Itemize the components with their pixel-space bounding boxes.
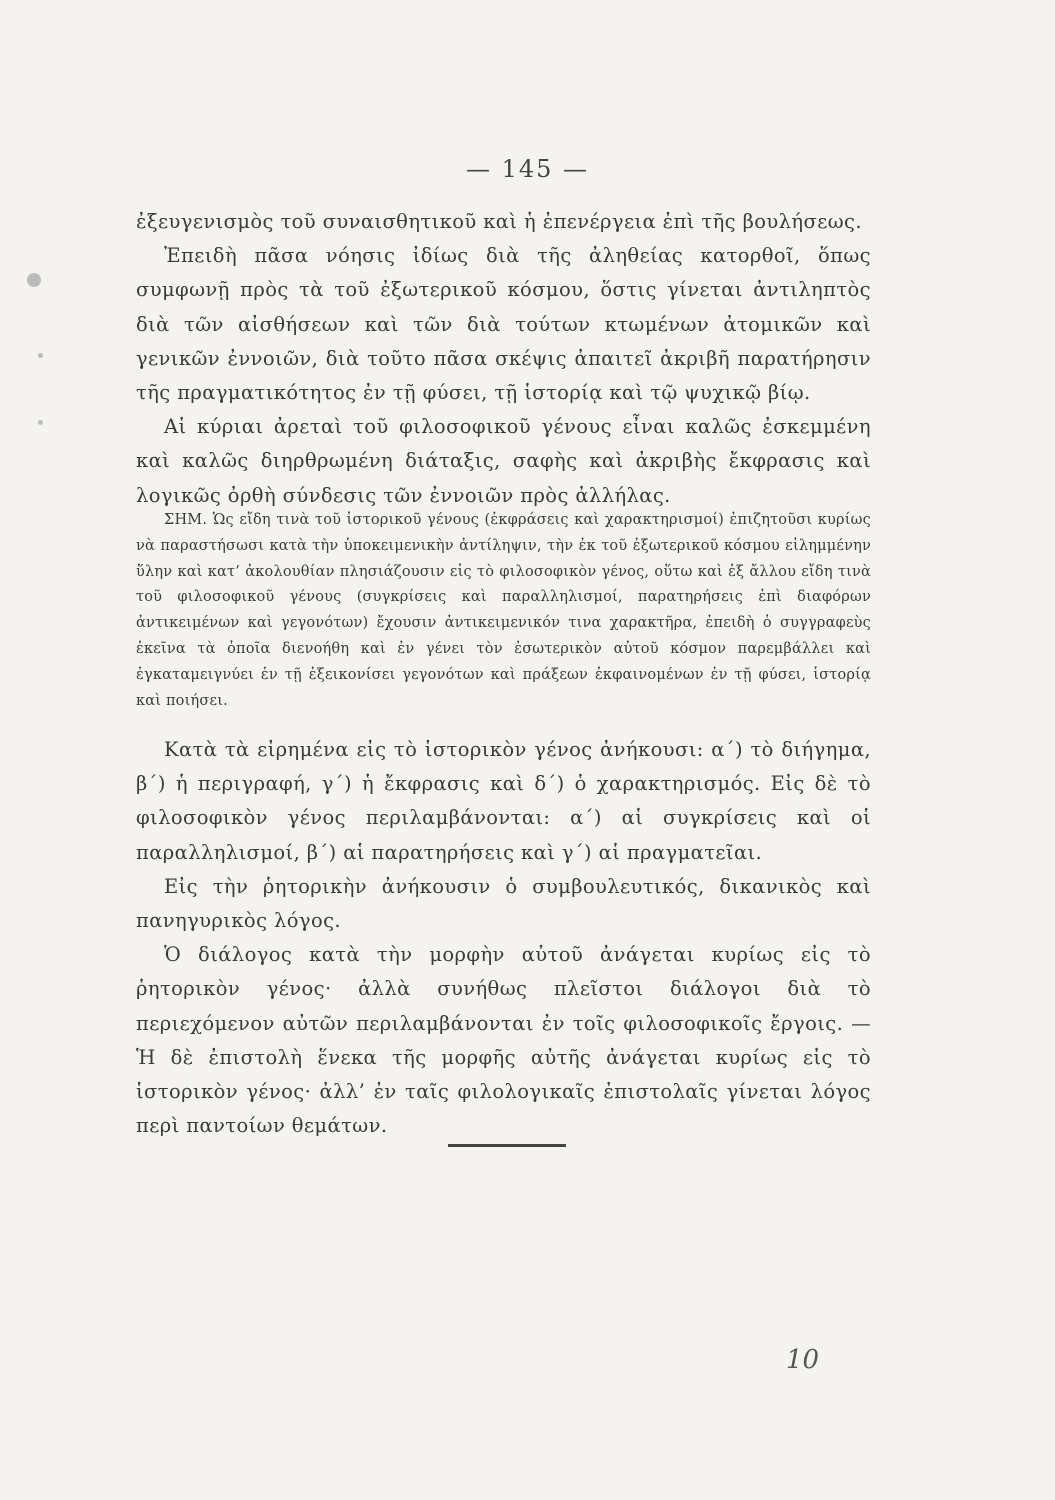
paragraph-5: Εἰς τὴν ῥητορικὴν ἀνήκουσιν ὁ συμβουλευτικός, δικανικὸς καὶ πανηγυρικὸς λόγος.	[136, 874, 871, 933]
page-number-header: — 145 —	[465, 155, 590, 183]
margin-spot-1	[27, 273, 41, 287]
note-label: ΣΗΜ.	[164, 512, 208, 528]
section-divider	[448, 1144, 566, 1147]
note-paragraph	[136, 508, 871, 714]
paragraph-3: Αἱ κύριαι ἀρεταὶ τοῦ φιλοσοφικοῦ γένους εἶναι καλῶς ἐσκεμμένη καὶ καλῶς διηρθρωμένη διάταξις, σαφὴς καὶ ἀκριβὴς ἔκφρασις καὶ λογικῶς ὀρθὴ σύνδεσις τῶν ἐννοιῶν πρὸς ἀλλήλας.	[136, 415, 871, 507]
margin-spot-3	[38, 420, 43, 425]
note-section	[136, 508, 871, 714]
main-text-section-1	[136, 205, 871, 513]
paragraph-2: Ἐπειδὴ πᾶσα νόησις ἰδίως διὰ τῆς ἀληθείας κατορθοῖ, ὅπως συμφωνῇ πρὸς τὰ τοῦ ἐξωτερικοῦ κόσμου, ὅστις γίνεται ἀντιληπτὸς διὰ τῶν αἰσθήσεων καὶ τῶν διὰ τούτων κτωμένων ἀτομικῶν καὶ γενικῶν ἐννοιῶν, διὰ τοῦτο πᾶσα σκέψις ἀπαιτεῖ ἀκριβῆ παρατήρησιν τῆς πραγματικότητος ἐν τῇ φύσει, τῇ ἱστορίᾳ καὶ τῷ ψυχικῷ βίῳ.	[136, 244, 871, 405]
margin-spot-2	[38, 353, 43, 358]
paragraph-6: Ὁ διάλογος κατὰ τὴν μορφὴν αὐτοῦ ἀνάγεται κυρίως εἰς τὸ ῥητορικὸν γένος· ἀλλὰ συνήθως πλεῖστοι διάλογοι διὰ τὸ περιεχόμενον αὐτῶν περιλαμβάνονται ἐν τοῖς φιλοσοφικοῖς ἔργοις. — Ἡ δὲ ἐπιστολὴ ἕνεκα τῆς μορφῆς αὐτῆς ἀνάγεται κυρίως εἰς τὸ ἱστορικὸν γένος· ἀλλ’ ἐν ταῖς φιλολογικαῖς ἐπιστολαῖς γίνεται λόγος περὶ παντοίων θεμάτων.	[136, 943, 871, 1138]
signature-mark: 10	[786, 1345, 820, 1375]
main-text-section-2	[136, 733, 871, 1143]
note-text: Ὡς εἴδη τινὰ τοῦ ἱστορικοῦ γένους (ἐκφράσεις καὶ χαρακτηρισμοί) ἐπιζητοῦσι κυρίως νὰ παραστήσωσι κατὰ τὴν ὑποκειμενικὴν ἀντίληψιν, τὴν ἐκ τοῦ ἐξωτερικοῦ κόσμου εἰλημμένην ὕλην καὶ κατ’ ἀκολουθίαν πλησιάζουσιν εἰς τὸ φιλοσοφικὸν γένος, οὕτω καὶ ἐξ ἄλλου εἴδη τινὰ τοῦ φιλοσοφικοῦ γένους (συγκρίσεις καὶ παραλληλισμοί, παρατηρήσεις ἐπὶ διαφόρων ἀντικειμένων καὶ γεγονότων) ἔχουσιν ἀντικειμενικόν τινα χαρακτῆρα, ἐπειδὴ ὁ συγγραφεὺς ἐκεῖνα τὰ ὁποῖα διενοήθη καὶ ἐν γένει τὸν ἐσωτερικὸν αὐτοῦ κόσμον παρεμβάλλει καὶ ἐγκαταμειγνύει ἐν τῇ ἐξεικονίσει γεγονότων καὶ πράξεων ἐκφαινομένων ἐν τῇ φύσει, ἱστορίᾳ καὶ ποιήσει.	[136, 512, 871, 709]
paragraph-4: Κατὰ τὰ εἰρημένα εἰς τὸ ἱστορικὸν γένος ἀνήκουσι: α΄) τὸ διήγημα, β΄) ἡ περιγραφή, γ΄) ἡ ἔκφρασις καὶ δ΄) ὁ χαρακτηρισμός. Εἰς δὲ τὸ φιλοσοφικὸν γένος περιλαμβάνονται: α΄) αἱ συγκρίσεις καὶ οἱ παραλληλισμοί, β΄) αἱ παρατηρήσεις καὶ γ΄) αἱ πραγματεῖαι.	[136, 738, 871, 864]
paragraph-1: ἐξευγενισμὸς τοῦ συναισθητικοῦ καὶ ἡ ἐπενέργεια ἐπὶ τῆς βουλήσεως.	[136, 210, 862, 233]
